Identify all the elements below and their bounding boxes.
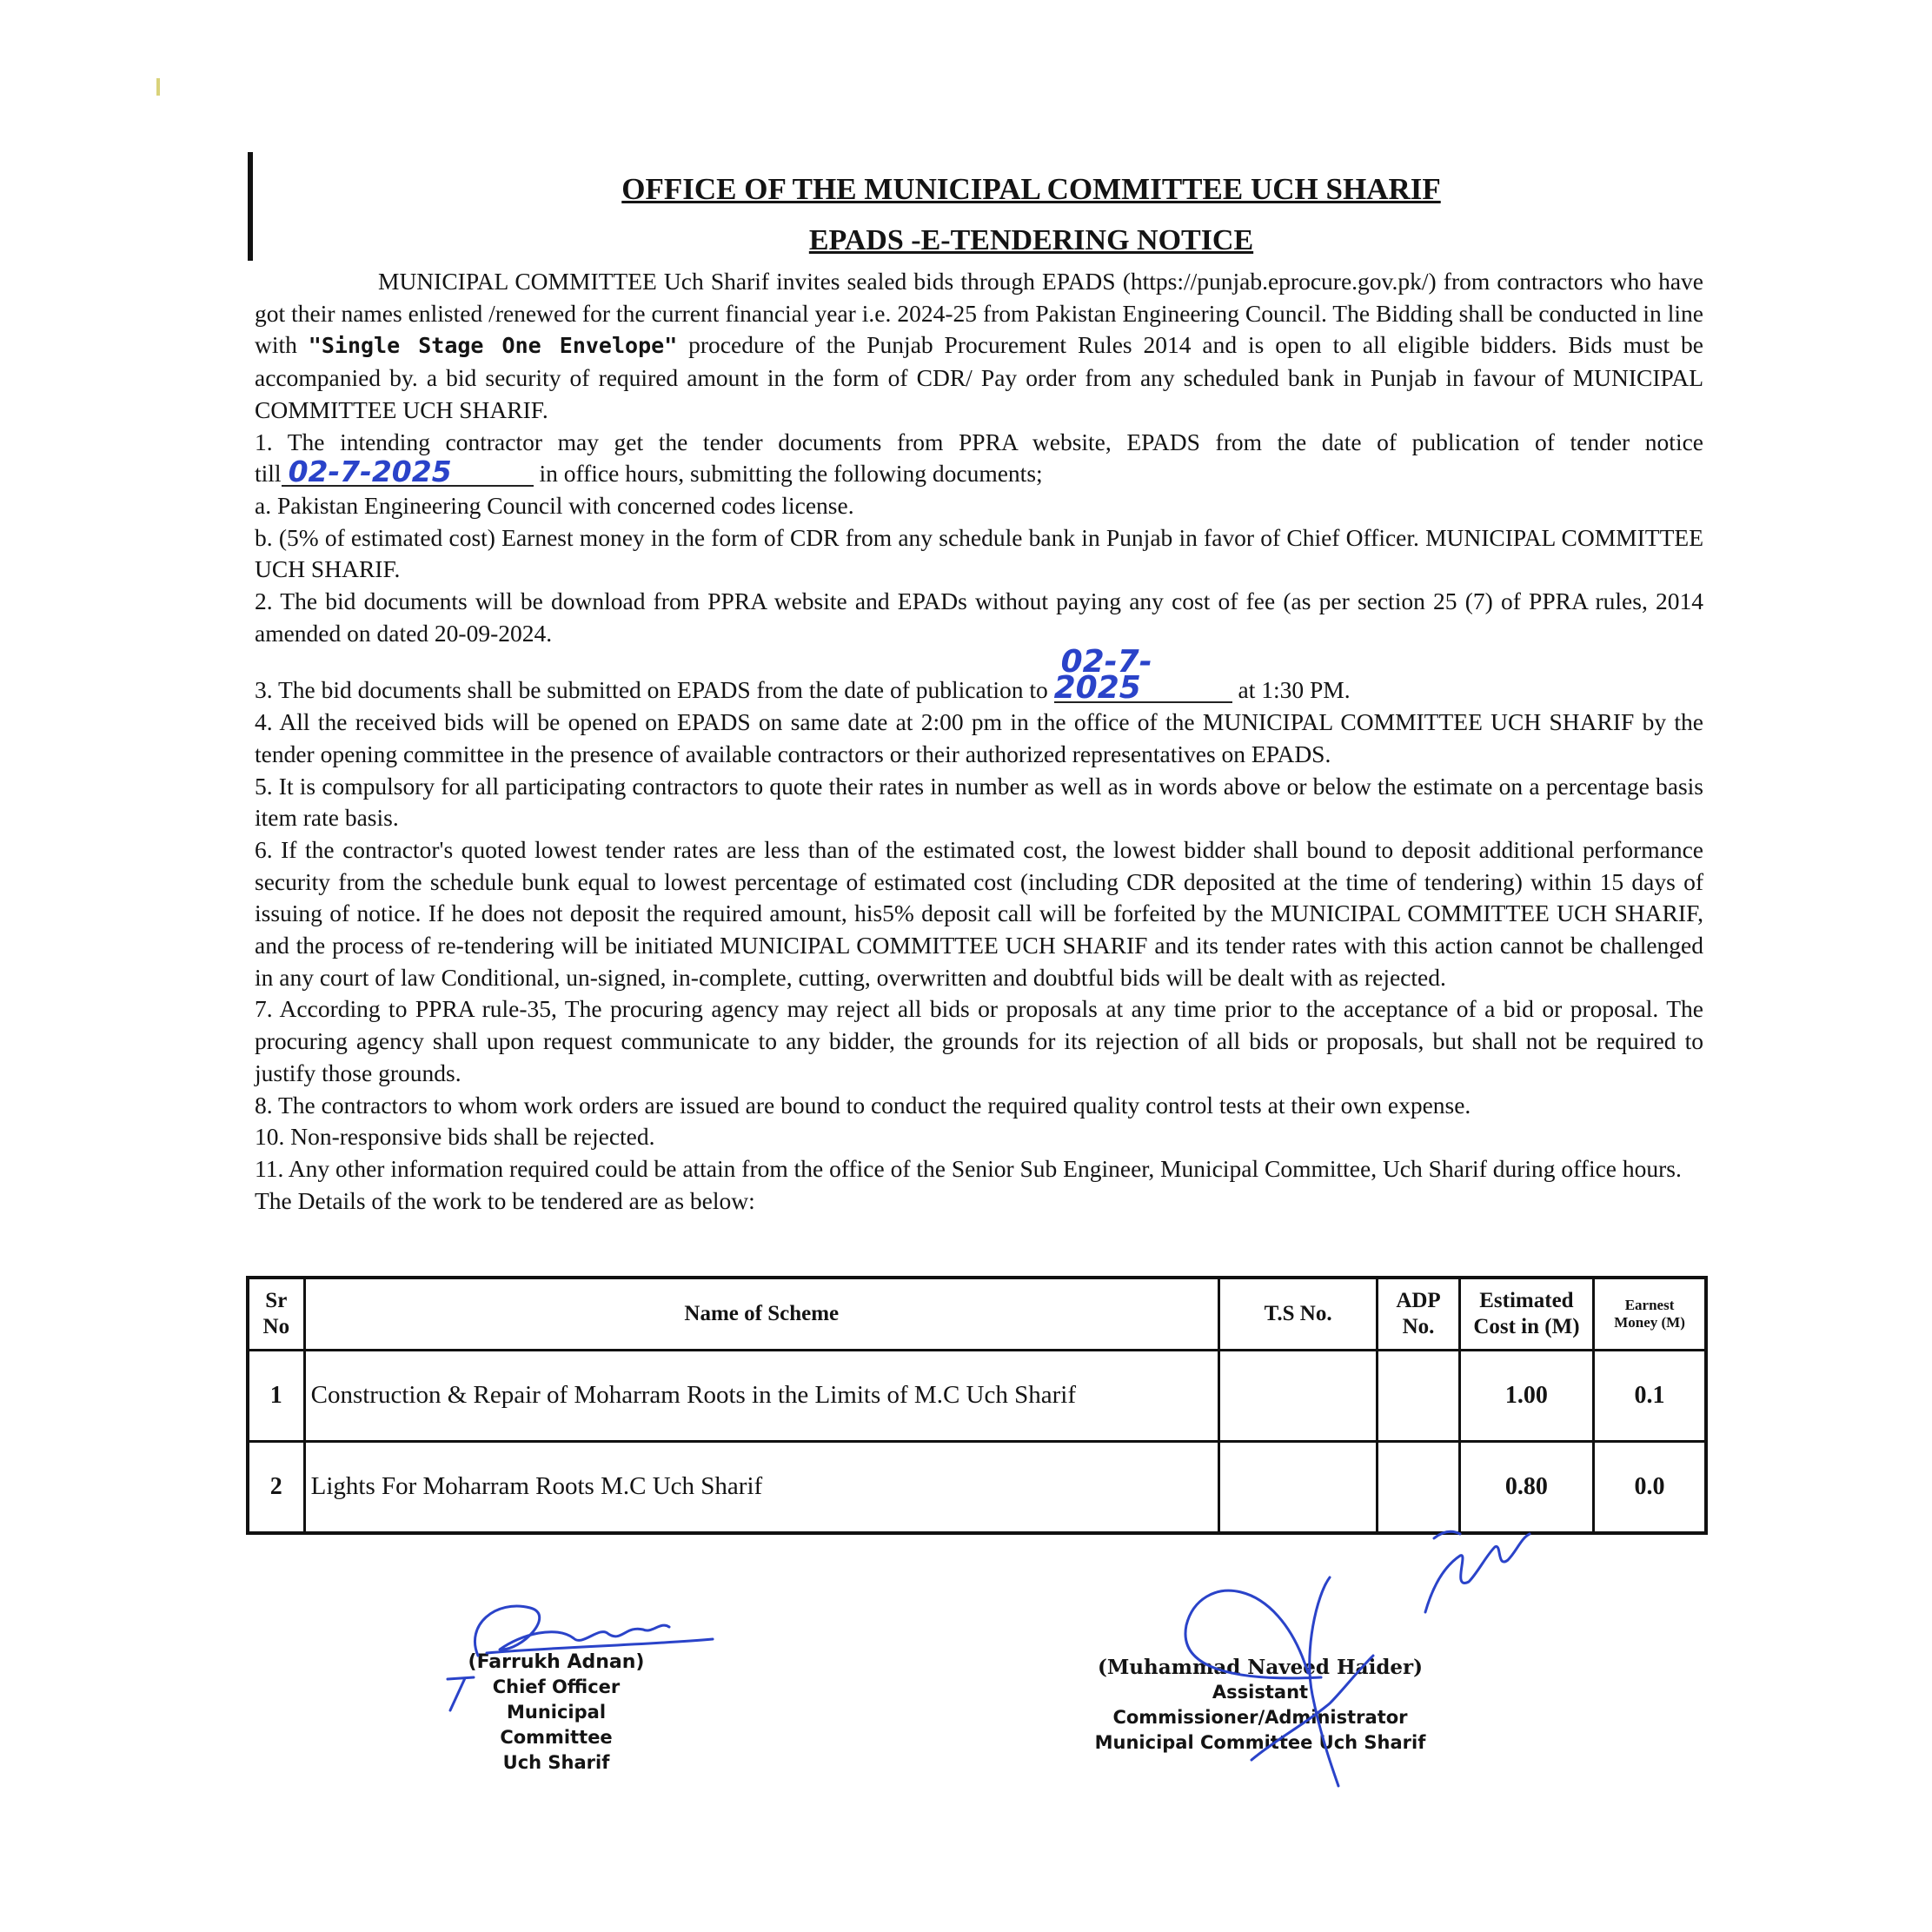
intro-paragraph — [255, 266, 1703, 427]
row-ts-no — [1218, 1441, 1377, 1533]
clause-b: b. (5% of estimated cost) Earnest money in the form of CDR from any schedule bank in Punjab in favor of Chief Officer. MUNICIPAL COMMITTEE UCH SHARIF. — [255, 523, 1703, 583]
table-header-row — [248, 1278, 1706, 1351]
clause-1-till: till — [255, 460, 282, 488]
procedure-name: "Single Stage One Envelope" — [308, 333, 678, 359]
clause-11: 11. Any other information required could be attain from the office of the Senior Sub Engineer, Municipal Committee, Uch Sharif during office hours. — [255, 1154, 1682, 1182]
row-scheme-name: Construction & Repair of Moharram Roots in the Limits of M.C Uch Sharif — [304, 1351, 1218, 1442]
notice-body — [255, 266, 1703, 1217]
chief-officer-signature — [475, 1606, 713, 1656]
corner-mark — [156, 78, 160, 96]
signature-block-administrator — [1086, 1655, 1434, 1756]
administrator-initials — [1425, 1531, 1530, 1612]
row-ts-no — [1218, 1351, 1377, 1442]
notice-title: EPADS -E-TENDERING NOTICE — [808, 224, 1254, 256]
table-row — [248, 1441, 1706, 1533]
row-adp-no — [1378, 1351, 1459, 1442]
signatory-name: (Muhammad Naveed Haider) — [1097, 1656, 1424, 1679]
intro-text-a: MUNICIPAL COMMITTEE Uch Sharif invites sealed bids through EPADS (https://punjab.eprocure.gov.pk/) from contractors who have got their names enlisted /renewed for the current financial year i.e. 2024-25 from Pakistan Engineering Council. The Bidding shall be conducted in line with — [255, 268, 1703, 359]
signatory-title: Chief Officer — [492, 1676, 621, 1697]
clause-3 — [255, 644, 1703, 707]
works-table — [246, 1276, 1708, 1535]
header-sr-no: Sr No — [248, 1278, 304, 1351]
handwritten-date-2: 02-7-2025 — [1054, 649, 1232, 703]
clause-1-line-2 — [255, 455, 1703, 490]
signatory-place: Uch Sharif — [502, 1752, 610, 1773]
header-estimated-cost: Estimated Cost in (M) — [1459, 1278, 1593, 1351]
row-adp-no — [1378, 1441, 1459, 1533]
row-earnest-money: 0.0 — [1594, 1441, 1706, 1533]
clause-3-text: 3. The bid documents shall be submitted on EPADS from the date of publication to — [255, 676, 1054, 704]
office-title: OFFICE OF THE MUNICIPAL COMMITTEE UCH SHARIF — [621, 172, 1441, 206]
clause-1: 1. The intending contractor may get the tender documents from PPRA website, EPADS from the date of publication of tender notice — [255, 428, 1703, 455]
row-earnest-money: 0.1 — [1594, 1351, 1706, 1442]
header-name-of-scheme: Name of Scheme — [304, 1278, 1218, 1351]
header-adp-no: ADP No. — [1378, 1278, 1459, 1351]
row-scheme-name: Lights For Moharram Roots M.C Uch Sharif — [304, 1441, 1218, 1533]
signatory-name: (Farrukh Adnan) — [468, 1651, 645, 1673]
handwritten-date-1: 02-7-2025 — [282, 459, 534, 487]
clause-10: 10. Non-responsive bids shall be rejected. — [255, 1123, 655, 1151]
signatory-org: Municipal Committee Uch Sharif — [1094, 1732, 1426, 1753]
row-estimated-cost: 1.00 — [1459, 1351, 1593, 1442]
signatory-org: Municipal Committee — [500, 1702, 613, 1748]
clause-5: 5. It is compulsory for all participating contractors to quote their rates in number as well as in words above or below the estimate on a percentage basis item rate basis. — [255, 772, 1703, 832]
details-intro: The Details of the work to be tendered are as below: — [255, 1186, 755, 1214]
clause-1-rest: in office hours, submitting the following documents; — [533, 460, 1043, 488]
header-ts-no: T.S No. — [1218, 1278, 1377, 1351]
clause-4: 4. All the received bids will be opened on EPADS on same date at 2:00 pm in the office of the MUNICIPAL COMMITTEE UCH SHARIF by the tender opening committee in the presence of available contractors or their authorized representatives on EPADS. — [255, 708, 1703, 767]
table-row — [248, 1351, 1706, 1442]
header-earnest-money: Earnest Money (M) — [1594, 1278, 1706, 1351]
row-sr: 2 — [248, 1441, 304, 1533]
clause-3-time: at 1:30 PM. — [1232, 676, 1351, 704]
signature-block-chief-officer — [452, 1650, 661, 1776]
row-sr: 1 — [248, 1351, 304, 1442]
clause-a: a. Pakistan Engineering Council with concerned codes license. — [255, 491, 854, 519]
row-estimated-cost: 0.80 — [1459, 1441, 1593, 1533]
clause-7: 7. According to PPRA rule-35, The procuring agency may reject all bids or proposals at any time prior to the acceptance of a bid or proposal. The procuring agency shall upon request communicate to any bidder, the grounds for its rejection of all bids or proposals, but shall not be required to justify those grounds. — [255, 995, 1703, 1086]
clause-8: 8. The contractors to whom work orders are issued are bound to conduct the required quality control tests at their own expense. — [255, 1091, 1471, 1119]
signatory-title: Assistant Commissioner/Administrator — [1112, 1682, 1408, 1728]
intro-text-b: procedure of the Punjab Procurement Rules 2014 and is open to all eligible bidders. Bids must be accompanied by. a bid security of required amount in the form of CDR/ Pay order from any scheduled bank in Punjab in favour of MUNICIPAL COMMITTEE UCH SHARIF. — [255, 331, 1703, 423]
clause-2: 2. The bid documents will be download from PPRA website and EPADs without paying any cost of fee (as per section 25 (7) of PPRA rules, 2014 amended on dated 20-09-2024. — [255, 588, 1703, 647]
clause-6: 6. If the contractor's quoted lowest tender rates are less than of the estimated cost, the lowest bidder shall bound to deposit additional performance security from the schedule bunk equal to lowest percentage of estimated cost (including CDR deposited at the time of tendering) within 15 days of issuing of notice. If he does not deposit the required amount, his5% deposit call will be forfeited by the MUNICIPAL COMMITTEE UCH SHARIF, and the process of re-tendering will be initiated MUNICIPAL COMMITTEE UCH SHARIF and its tender rates with this action cannot be challenged in any court of law Conditional, un-signed, in-complete, cutting, overwritten and doubtful bids will be dealt with as rejected. — [255, 835, 1703, 991]
